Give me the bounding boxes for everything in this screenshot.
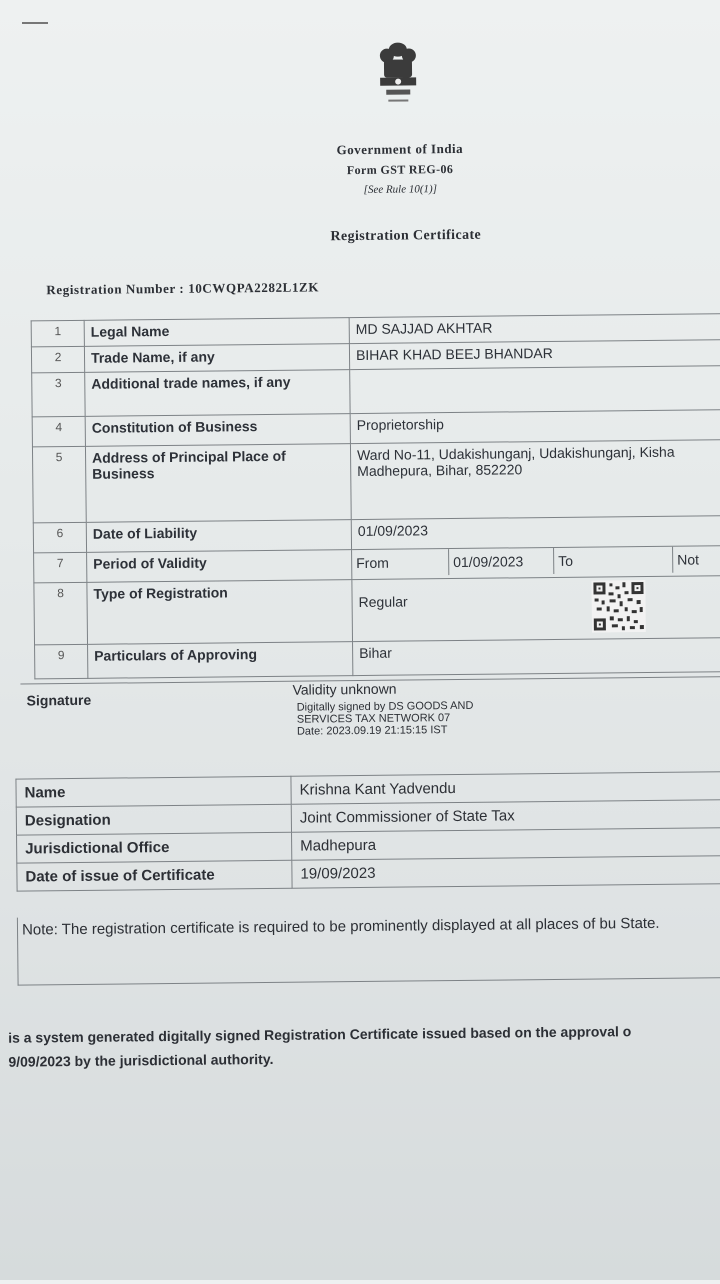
- from-label: From: [352, 549, 449, 576]
- to-label: To: [554, 547, 673, 574]
- row-label: Additional trade names, if any: [85, 370, 350, 417]
- footer-line-1: is a system generated digitally signed Registration Certificate issued based on the approval o: [8, 1023, 632, 1046]
- table-row: [32, 366, 720, 417]
- qr-code-icon: [591, 580, 646, 633]
- validity-cell: [352, 546, 720, 580]
- row-number: 8: [34, 582, 88, 645]
- officer-value: 19/09/2023: [292, 856, 720, 889]
- officer-label: Jurisdictional Office: [17, 832, 292, 863]
- row-number: 9: [35, 644, 88, 679]
- row-label: Legal Name: [84, 318, 349, 347]
- rule-reference: [See Rule 10(1)]: [363, 183, 438, 196]
- table-row: [32, 440, 720, 523]
- row-label: Address of Principal Place of Business: [85, 444, 351, 523]
- certificate-title: Registration Certificate: [330, 227, 482, 245]
- row-value: Proprietorship: [350, 410, 720, 444]
- row-number: 7: [34, 552, 87, 583]
- national-emblem-icon: [370, 39, 427, 112]
- row-value: BIHAR KHAD BEEJ BHANDAR: [349, 340, 720, 370]
- row-label: Trade Name, if any: [84, 344, 349, 373]
- officer-value: Madhepura: [292, 828, 720, 861]
- signed-by-line: Digitally signed by DS GOODS AND: [296, 699, 474, 714]
- signature-date: Date: 2023.09.19 21:15:15 IST: [296, 724, 448, 738]
- officer-label: Date of issue of Certificate: [17, 860, 292, 891]
- digital-signature-details: [297, 700, 474, 738]
- row-label: Period of Validity: [87, 550, 352, 583]
- to-value: Not: [677, 551, 700, 568]
- form-number: Form GST REG-06: [346, 161, 454, 178]
- row-value: MD SAJJAD AKHTAR: [349, 314, 720, 344]
- officer-value: Krishna Kant Yadvendu: [291, 772, 720, 805]
- signature-block: [20, 676, 720, 779]
- row-label: Constitution of Business: [85, 414, 350, 447]
- footer-line-2: 9/09/2023 by the jurisdictional authority.: [8, 1050, 274, 1070]
- table-row: [35, 638, 720, 679]
- row-value: Bihar: [353, 638, 720, 676]
- signed-by-line-2: SERVICES TAX NETWORK 07: [296, 712, 451, 726]
- row-number: 3: [32, 372, 85, 417]
- row-label: Particulars of Approving: [88, 642, 353, 679]
- officer-label: Designation: [16, 804, 291, 835]
- government-heading: Government of India: [336, 140, 464, 158]
- officer-details-table: [15, 771, 720, 892]
- row-value: 01/09/2023: [351, 516, 720, 550]
- registration-number: Registration Number : 10CWQPA2282L1ZK: [46, 279, 320, 298]
- row-number: 1: [31, 320, 84, 347]
- row-value: [350, 366, 720, 414]
- officer-value: Joint Commissioner of State Tax: [291, 800, 720, 833]
- row-number: 6: [33, 522, 86, 553]
- officer-label: Name: [16, 776, 291, 807]
- footer-statement: [8, 1018, 720, 1073]
- row-label: Date of Liability: [86, 520, 351, 553]
- row-number: 5: [32, 446, 86, 523]
- signature-validity: Validity unknown: [292, 680, 397, 698]
- row-value: Ward No-11, Udakishunganj, Udakishunganj, Kisha Madhepura, Bihar, 852220: [350, 440, 720, 520]
- display-note: Note: The registration certificate is required to be prominently displayed at all places of bu State.: [17, 910, 720, 985]
- row-value: Regular: [352, 576, 720, 642]
- from-value: 01/09/2023: [449, 548, 554, 575]
- row-label: Type of Registration: [87, 580, 353, 645]
- row-number: 4: [32, 416, 85, 447]
- signature-label: Signature: [26, 691, 92, 709]
- row-number: 2: [31, 346, 84, 373]
